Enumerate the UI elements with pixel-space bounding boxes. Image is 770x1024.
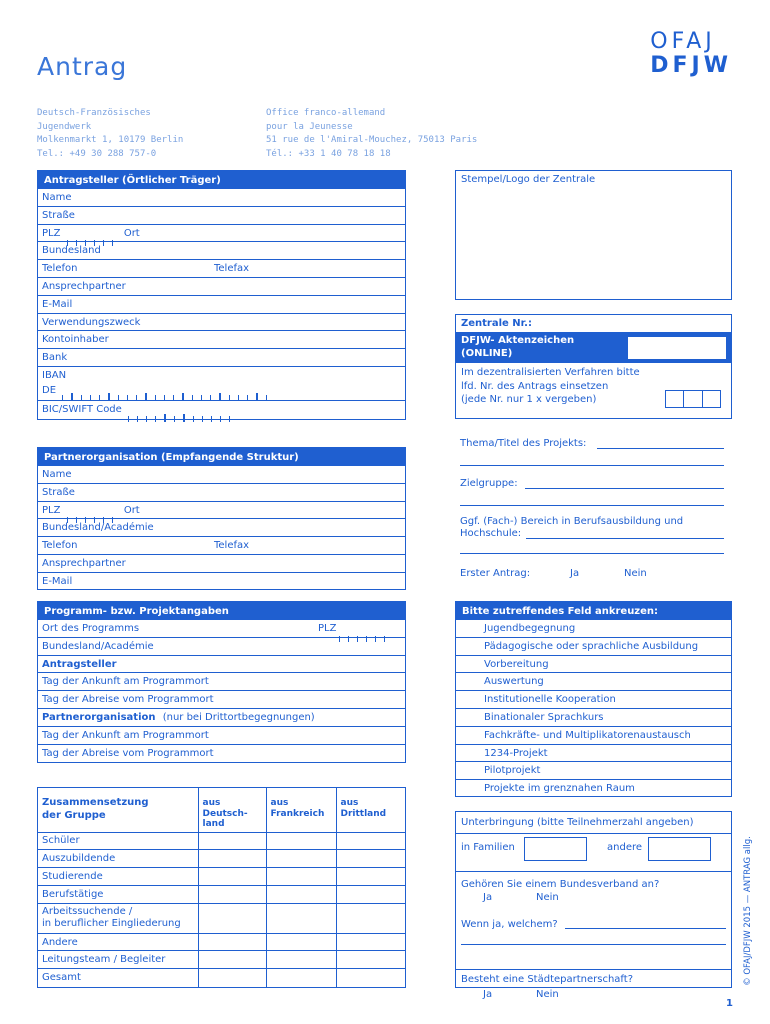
col-line: aus	[340, 798, 359, 808]
digit-ticks	[128, 405, 238, 412]
table-row	[38, 969, 405, 987]
table-row	[38, 868, 405, 886]
option-label: 1234-Projekt	[484, 747, 548, 759]
program-heading: Programm- bzw. Projektangaben	[38, 602, 405, 620]
field-label: Straße	[42, 486, 75, 498]
program-state-field[interactable]	[38, 638, 405, 656]
project-info	[460, 438, 724, 582]
option-no[interactable]: Nein	[536, 892, 559, 903]
option-no[interactable]: Nein	[536, 989, 559, 1000]
field-label: Tag der Ankunft am Programmort	[42, 676, 209, 688]
field-label: Telefax	[214, 540, 250, 552]
applicant-bic-field[interactable]	[38, 401, 405, 419]
field-label: IBAN	[42, 369, 67, 381]
file-number-input[interactable]	[628, 337, 726, 359]
page-number: 1	[726, 998, 733, 1009]
field-label: Tag der Ankunft am Programmort	[42, 729, 209, 741]
cell-input[interactable]	[336, 850, 405, 868]
applicant-email-field[interactable]	[38, 296, 405, 314]
field-label: Bundesland	[42, 245, 101, 257]
field-label: Erster Antrag:	[460, 568, 531, 579]
table-row	[38, 951, 405, 969]
col-line: land	[202, 819, 225, 829]
applicant-contact-field[interactable]	[38, 278, 405, 296]
cell-input[interactable]	[266, 903, 336, 933]
address-line: pour la Jeunesse	[266, 121, 353, 132]
field-area-field[interactable]	[460, 528, 724, 540]
row-label: Auszubildende	[38, 850, 198, 868]
applicant-street-field[interactable]	[38, 207, 405, 225]
type-option-1[interactable]	[456, 638, 731, 656]
applicant-departure-field[interactable]	[38, 691, 405, 709]
accommodation-section	[455, 811, 732, 1000]
field-label: Bank	[42, 352, 68, 364]
digit-ticks	[67, 506, 121, 513]
cell-input[interactable]	[198, 933, 266, 951]
field-label: Hochschule:	[460, 528, 522, 539]
page-title: Antrag	[37, 52, 128, 81]
digit-ticks	[62, 386, 275, 393]
field-note: (nur bei Drittortbegegnungen)	[162, 711, 315, 723]
partner-street-field[interactable]	[38, 484, 405, 502]
col-line: Drittland	[340, 808, 387, 819]
table-row	[38, 903, 405, 933]
applicant-name-field[interactable]	[38, 189, 405, 207]
row-label-line: in beruflicher Eingliederung	[42, 918, 181, 930]
field-label: Antragsteller	[42, 658, 117, 670]
applicant-purpose-field[interactable]	[38, 314, 405, 332]
partner-name-field[interactable]	[38, 466, 405, 484]
col-line: aus	[270, 798, 289, 808]
cell-input[interactable]	[266, 885, 336, 903]
heading-line: Zusammensetzung	[42, 797, 149, 808]
program-section	[37, 601, 406, 763]
field-label: Thema/Titel des Projekts:	[460, 438, 587, 449]
field-label: Tag der Abreise vom Programmort	[42, 747, 214, 759]
address-france	[266, 107, 477, 161]
address-line: Jugendwerk	[37, 121, 92, 132]
field-label: Besteht eine Städtepartnerschaft?	[461, 974, 634, 985]
field-label: Ort	[123, 227, 140, 239]
heading-line: der Gruppe	[42, 810, 106, 821]
cell-input[interactable]	[266, 850, 336, 868]
program-location-field[interactable]	[38, 620, 405, 638]
field-label: PLZ	[42, 504, 61, 516]
row-label: Berufstätige	[38, 885, 198, 903]
type-option-4[interactable]	[456, 691, 731, 709]
field-label: Zielgruppe:	[460, 478, 518, 489]
applicant-state-field[interactable]	[38, 242, 405, 260]
option-label: Institutionelle Kooperation	[484, 694, 616, 706]
col-france	[266, 788, 336, 832]
field-area-line-2[interactable]	[460, 540, 724, 554]
option-label: Fachkräfte- und Multiplikatorenaustausch	[484, 729, 691, 741]
theme-field[interactable]	[460, 438, 724, 452]
cell-input[interactable]	[266, 832, 336, 850]
federation-options	[461, 891, 726, 904]
field-label: Bundesland/Académie	[42, 522, 154, 534]
field-label: E-Mail	[42, 575, 73, 587]
option-label: Vorbereitung	[484, 658, 549, 670]
partner-zip-city-field[interactable]	[38, 502, 405, 520]
option-label: Pädagogische oder sprachliche Ausbildung	[484, 640, 699, 652]
group-table	[38, 788, 405, 987]
row-label-line: Arbeitssuchende /	[42, 906, 133, 918]
theme-line-2[interactable]	[460, 452, 724, 466]
table-row	[38, 850, 405, 868]
federation-block	[456, 872, 731, 970]
cell-input[interactable]	[198, 850, 266, 868]
central-section	[455, 314, 732, 419]
field-label: Name	[42, 192, 72, 203]
partner-heading: Partnerorganisation (Empfangende Struktur)	[38, 448, 405, 466]
row-label: Schüler	[38, 832, 198, 850]
type-option-3[interactable]	[456, 673, 731, 691]
cell-input[interactable]	[198, 832, 266, 850]
row-label: Leitungsteam / Begleiter	[38, 951, 198, 969]
field-label: Name	[42, 469, 72, 480]
copyright-note	[742, 832, 754, 992]
applicant-zip-city-field[interactable]	[38, 225, 405, 243]
field-label: Ort des Programms	[42, 623, 140, 634]
address-line: Tél.: +33 1 40 78 18 18	[266, 148, 391, 159]
program-partner-label	[38, 709, 405, 727]
address-line: Tel.: +49 30 288 757-0	[37, 148, 157, 159]
federation-which-field[interactable]	[461, 918, 726, 931]
target-line-2[interactable]	[460, 492, 724, 506]
families-count-input[interactable]	[524, 837, 587, 861]
other-count-input[interactable]	[648, 837, 711, 861]
type-option-5[interactable]	[456, 709, 731, 727]
partner-email-field[interactable]	[38, 573, 405, 591]
field-label: Bundesland/Académie	[42, 640, 154, 652]
field-label: Ansprechpartner	[42, 280, 126, 292]
option-label: Binationaler Sprachkurs	[484, 711, 604, 723]
stamp-box[interactable]	[455, 170, 732, 300]
central-note	[456, 363, 731, 410]
applicant-phone-fax-field[interactable]	[38, 260, 405, 278]
first-application-field[interactable]	[460, 568, 724, 582]
cell-input[interactable]	[266, 933, 336, 951]
project-type-section	[455, 601, 732, 797]
group-section	[37, 787, 406, 988]
cell-input[interactable]	[336, 933, 405, 951]
accommodation-heading: Unterbringung (bitte Teilnehmerzahl angeben)	[456, 812, 731, 834]
field-label: DE	[42, 384, 57, 396]
cell-input[interactable]	[336, 868, 405, 886]
applicant-heading: Antragsteller (Örtlicher Träger)	[38, 171, 405, 189]
table-row	[38, 933, 405, 951]
central-number-field[interactable]	[456, 315, 731, 333]
field-label: Partnerorganisation	[42, 711, 156, 723]
cell-input[interactable]	[198, 885, 266, 903]
logo	[650, 30, 732, 78]
field-label: Telefon	[42, 540, 78, 552]
field-label: Zentrale Nr.:	[461, 318, 532, 329]
col-third-country	[336, 788, 405, 832]
option-label: Auswertung	[484, 676, 544, 688]
stamp-label: Stempel/Logo der Zentrale	[461, 174, 596, 185]
applicant-bank-field[interactable]	[38, 349, 405, 367]
field-label: DFJW- Aktenzeichen	[461, 335, 575, 346]
cell-input[interactable]	[198, 951, 266, 969]
project-type-heading: Bitte zutreffendes Feld ankreuzen:	[456, 602, 731, 620]
type-option-7[interactable]	[456, 745, 731, 763]
row-label	[38, 903, 198, 933]
partner-contact-field[interactable]	[38, 555, 405, 573]
accommodation-counts	[456, 834, 731, 872]
program-applicant-label	[38, 656, 405, 674]
field-label: Ort	[123, 504, 140, 516]
field-label: andere	[607, 842, 643, 853]
field-label: E-Mail	[42, 298, 73, 310]
twinning-options	[461, 987, 726, 1002]
cell-input[interactable]	[336, 951, 405, 969]
cell-input[interactable]	[266, 969, 336, 987]
field-label: PLZ	[318, 623, 337, 634]
field-label: BIC/SWIFT Code	[42, 403, 122, 415]
address-line: Deutsch-Französisches	[37, 108, 151, 118]
cell-input[interactable]	[198, 969, 266, 987]
address-line: 51 rue de l'Amiral-Mouchez, 75013 Paris	[266, 135, 478, 145]
cell-input[interactable]	[336, 885, 405, 903]
applicant-account-holder-field[interactable]	[38, 331, 405, 349]
field-label: in Familien	[461, 842, 515, 853]
type-option-2[interactable]	[456, 656, 731, 674]
logo-line-2: DFJW	[650, 53, 732, 78]
field-label: PLZ	[42, 227, 61, 239]
type-option-0[interactable]	[456, 620, 731, 638]
cell-input[interactable]	[336, 969, 405, 987]
field-label: Straße	[42, 209, 75, 221]
cell-input[interactable]	[266, 868, 336, 886]
cell-input[interactable]	[198, 903, 266, 933]
note-line: lfd. Nr. des Antrags einsetzen	[461, 380, 609, 392]
field-label: Gehören Sie einem Bundesverband an?	[461, 879, 660, 890]
digit-ticks	[339, 625, 393, 632]
table-row	[38, 885, 405, 903]
col-germany	[198, 788, 266, 832]
partner-section	[37, 447, 406, 590]
col-line: aus	[202, 798, 221, 808]
address-line: Molkenmarkt 1, 10179 Berlin	[37, 135, 184, 145]
option-label: Pilotprojekt	[484, 765, 541, 777]
option-yes[interactable]: Ja	[570, 568, 580, 579]
field-label: Wenn ja, welchem?	[461, 919, 558, 930]
note-line: (jede Nr. nur 1 x vergeben)	[461, 394, 597, 405]
address-line: Office franco-allemand	[266, 108, 386, 118]
digit-ticks	[67, 229, 121, 236]
option-yes[interactable]: Ja	[483, 892, 493, 903]
option-label: Jugendbegegnung	[484, 623, 576, 634]
partner-departure-field[interactable]	[38, 745, 405, 763]
cell-input[interactable]	[336, 832, 405, 850]
field-label: Verwendungszweck	[42, 316, 141, 328]
applicant-iban-field[interactable]	[38, 367, 405, 401]
logo-line-1: OFAJ	[650, 29, 716, 54]
field-label: Telefon	[42, 263, 78, 275]
note-line: Im dezentralisierten Verfahren bitte	[461, 367, 640, 378]
table-row	[38, 832, 405, 850]
field-label: (ONLINE)	[461, 347, 513, 359]
type-option-8[interactable]	[456, 762, 731, 780]
partner-phone-fax-field[interactable]	[38, 537, 405, 555]
cell-input[interactable]	[266, 951, 336, 969]
partner-state-field[interactable]	[38, 519, 405, 537]
type-option-6[interactable]	[456, 727, 731, 745]
col-line: Deutsch-	[202, 808, 248, 819]
project-type-list	[456, 620, 731, 798]
applicant-section	[37, 170, 406, 420]
field-label: Tag der Abreise vom Programmort	[42, 694, 214, 706]
target-field[interactable]	[460, 478, 724, 492]
applicant-arrival-field[interactable]	[38, 673, 405, 691]
twinning-block	[456, 970, 731, 1004]
field-label: Telefax	[214, 263, 250, 275]
federation-line-2[interactable]	[461, 931, 726, 945]
option-yes[interactable]: Ja	[483, 989, 493, 1000]
row-label: Andere	[38, 933, 198, 951]
address-germany	[37, 107, 183, 161]
partner-arrival-field[interactable]	[38, 727, 405, 745]
cell-input[interactable]	[198, 868, 266, 886]
col-line: Frankreich	[270, 808, 325, 819]
cell-input[interactable]	[336, 903, 405, 933]
group-heading	[38, 788, 198, 832]
row-label: Gesamt	[38, 969, 198, 987]
field-label: Ansprechpartner	[42, 557, 126, 569]
option-no[interactable]: Nein	[624, 568, 647, 579]
option-label: Projekte im grenznahen Raum	[484, 783, 635, 795]
serial-number-input[interactable]	[665, 390, 721, 408]
type-option-9[interactable]	[456, 780, 731, 798]
program-zip	[318, 620, 393, 637]
copyright-text: © OFAJ/DFJW 2015 — ANTRAG allg.	[743, 836, 753, 986]
field-label: Ggf. (Fach-) Bereich in Berufsausbildung und	[460, 516, 684, 527]
row-label: Studierende	[38, 868, 198, 886]
file-number-field	[456, 333, 731, 363]
field-label: Kontoinhaber	[42, 334, 109, 346]
